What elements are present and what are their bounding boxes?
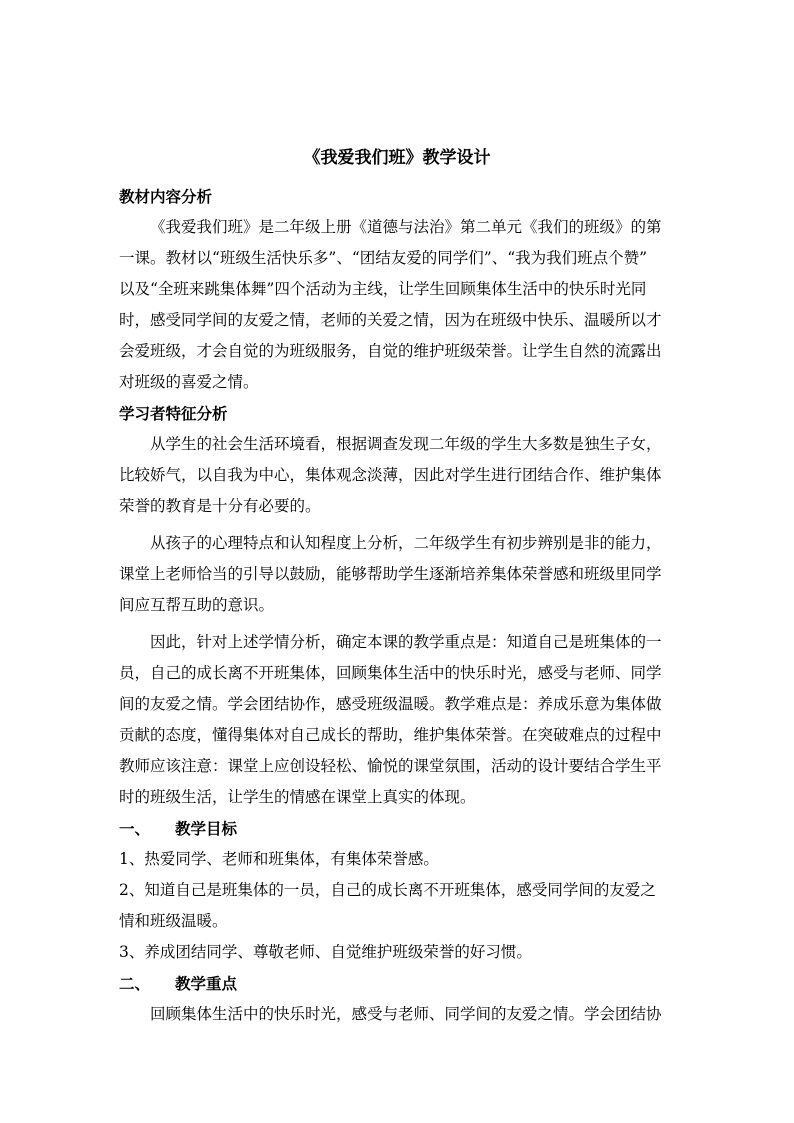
section-heading-learner: 学习者特征分析 — [119, 404, 228, 423]
section-number: 一、 — [119, 819, 151, 838]
text-line: 以及“全班来跳集体舞”四个活动为主线，让学生回顾集体生活中的快乐时光同 — [119, 280, 647, 298]
section-heading-objectives — [119, 813, 679, 844]
paragraph-learner-3 — [119, 627, 679, 813]
text-line: 时，感受同学间的友爱之情，老师的关爱之情，因为在班级中快乐、温暖所以才 — [119, 311, 662, 329]
paragraph-learner-2 — [119, 528, 679, 621]
list-item: 3、养成团结同学、尊敬老师、自觉维护班级荣誉的好习惯。 — [119, 943, 532, 961]
section-heading-material: 教材内容分析 — [119, 187, 213, 206]
text-line: 荣誉的教育是十分有必要的。 — [119, 497, 321, 515]
text-line: 贡献的态度，懂得集体对自己成长的帮助，维护集体荣誉。在突破难点的过程中 — [119, 726, 662, 744]
text-line: 间的友爱之情。学会团结协作，感受班级温暖。教学难点是：养成乐意为集体做 — [119, 695, 662, 713]
text-line: 因此，针对上述学情分析，确定本课的教学重点是：知道自己是班集体的一 — [150, 633, 662, 651]
list-item: 1、热爱同学、老师和班集体，有集体荣誉感。 — [119, 850, 439, 868]
text-line: 比较娇气，以自我为中心，集体观念淡薄，因此对学生进行团结合作、维护集体 — [119, 466, 662, 484]
paragraph-material — [119, 212, 679, 398]
text-line: 课堂上老师恰当的引导以鼓励，能够帮助学生逐渐培养集体荣誉感和班级里同学 — [119, 565, 662, 583]
text-line: 教师应该注意：课堂上应创设轻松、愉悦的课堂氛围，活动的设计要结合学生平 — [119, 757, 662, 775]
text-line: 《我爱我们班》是二年级上册《道德与法治》第二单元《我们的班级》的第 — [150, 218, 662, 236]
document-title: 《我爱我们班》教学设计 — [303, 148, 491, 168]
text-line: 从学生的社会生活环境看，根据调查发现二年级的学生大多数是独生子女， — [150, 435, 662, 453]
text-line: 一课。教材以“班级生活快乐多”、“团结友爱的同学们”、“我为我们班点个赞” — [119, 249, 648, 267]
list-item: 情和班级温暖。 — [119, 912, 228, 930]
text-line: 对班级的喜爱之情。 — [119, 373, 259, 391]
text-line: 间应互帮互助的意识。 — [119, 596, 275, 614]
document-body — [119, 181, 679, 1030]
paragraph-learner-1 — [119, 429, 679, 522]
section-number: 二、 — [119, 974, 151, 993]
section-title: 教学目标 — [175, 819, 238, 838]
section-heading-focus — [119, 968, 679, 999]
section-title: 教学重点 — [175, 974, 238, 993]
text-line: 回顾集体生活中的快乐时光，感受与老师、同学间的友爱之情。学会团结协 — [150, 1005, 662, 1023]
list-objectives — [119, 844, 679, 968]
paragraph-focus — [119, 999, 679, 1030]
text-line: 会爱班级，才会自觉的为班级服务，自觉的维护班级荣誉。让学生自然的流露出 — [119, 342, 662, 360]
text-line: 从孩子的心理特点和认知程度上分析，二年级学生有初步辨别是非的能力， — [150, 534, 662, 552]
text-line: 时的班级生活，让学生的情感在课堂上真实的体现。 — [119, 788, 476, 806]
list-item: 2、知道自己是班集体的一员，自己的成长离不开班集体，感受同学间的友爱之 — [119, 881, 656, 899]
text-line: 员，自己的成长离不开班集体，回顾集体生活中的快乐时光，感受与老师、同学 — [119, 664, 662, 682]
